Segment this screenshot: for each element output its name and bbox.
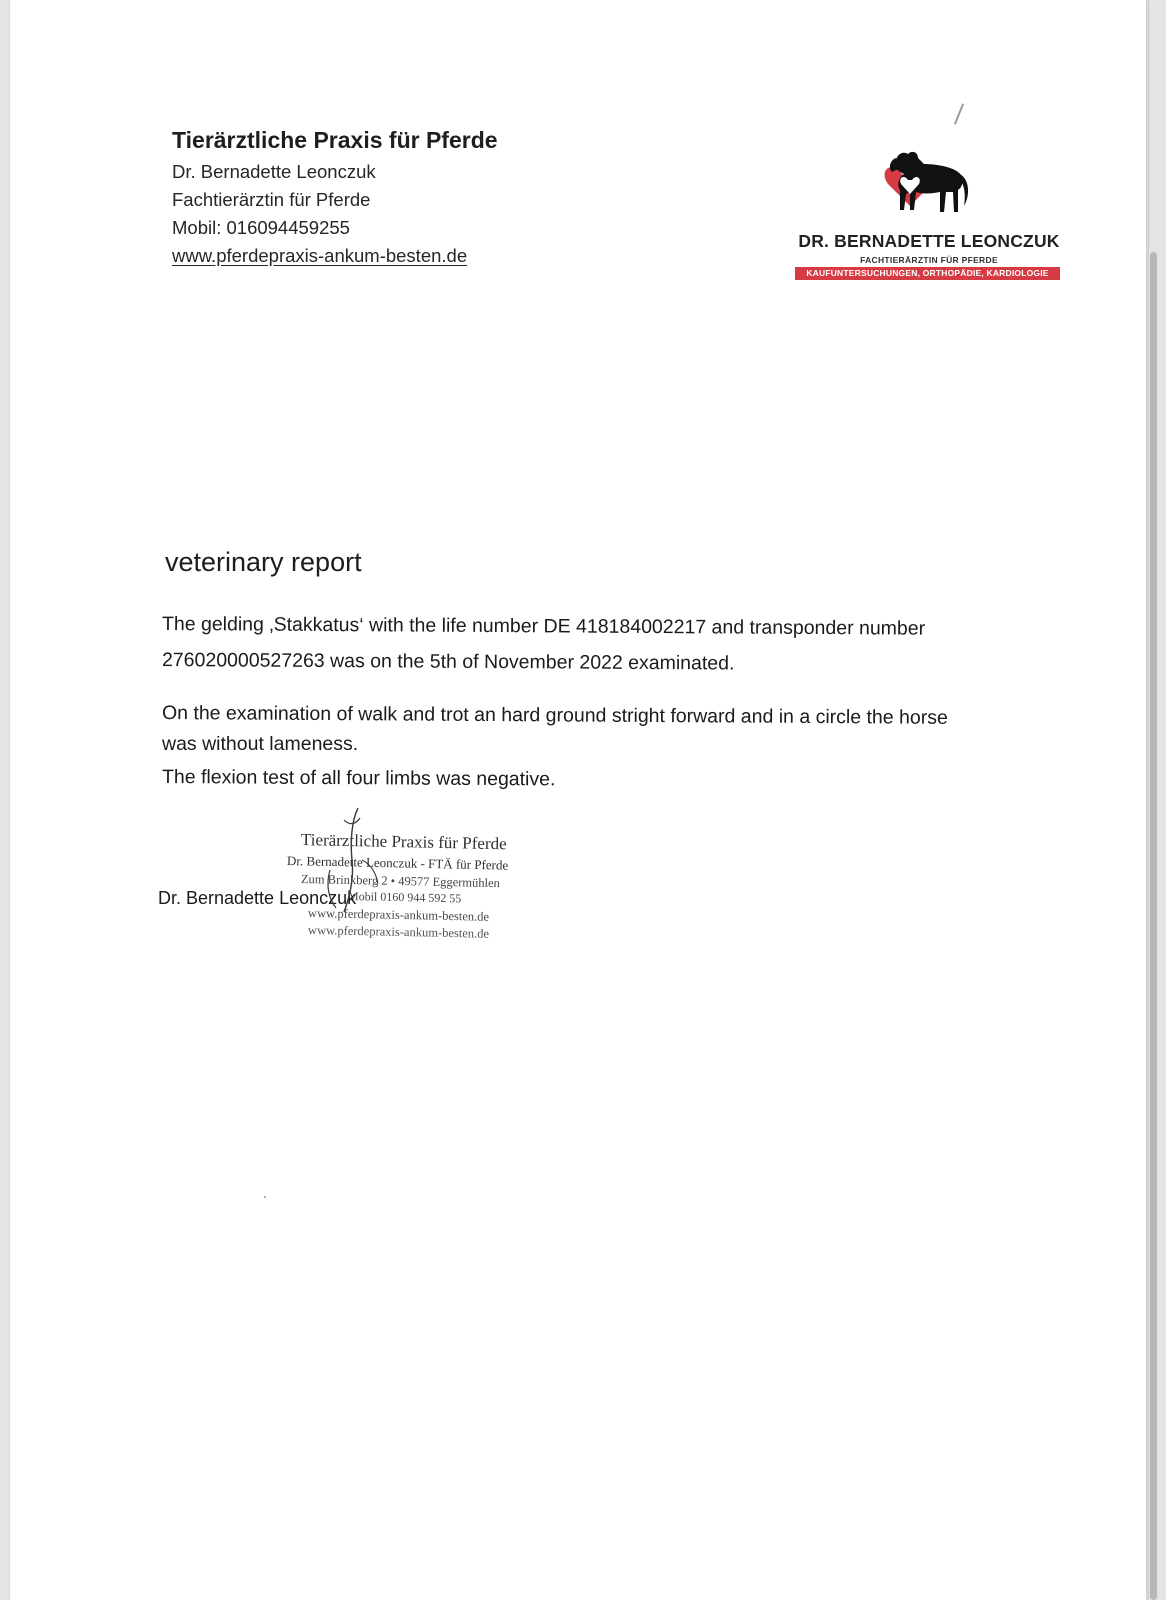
logo-subtitle: FACHTIERÄRZTIN FÜR PFERDE [860,255,998,265]
report-paragraph-1-line-1: The gelding ‚Stakkatus‘ with the life number DE 418184002217 and transponder number [161,613,926,640]
report-paragraph-1-line-2: 276020000527263 was on the 5th of November 2022 examinated. [161,649,735,675]
website-link[interactable]: www.pferdepraxis-ankum-besten.de [172,245,468,266]
stamp-line-3: Zum Brinkberg 2 • 49577 Eggermühlen [300,872,501,891]
viewer-edge [1148,0,1149,1600]
stamp-line-2: Dr. Bernadette Leonczuk - FTÄ für Pferde [286,853,509,873]
horse-heart-logo-icon [878,146,974,220]
mobile-number: Mobil: 016094459255 [172,217,350,238]
report-paragraph-2-line-1: On the examination of walk and trot an hard ground stright forward and in a circle the horse [161,702,948,729]
doctor-name: Dr. Bernadette Leonczuk [172,161,376,182]
qualification: Fachtierärztin für Pferde [172,189,371,210]
scan-speck [264,1196,266,1198]
logo-services-bar: KAUFUNTERSUCHUNGEN, ORTHOPÄDIE, KARDIOLOGIE [795,267,1060,280]
signature-name: Dr. Bernadette Leonczuk [158,888,357,908]
stamp-line-4: Mobil 0160 944 592 55 [347,889,462,906]
report-paragraph-2-line-2: was without lameness. [162,733,359,755]
stamp-line-1: Tierärztliche Praxis für Pferde [300,830,507,854]
practice-name: Tierärztliche Praxis für Pferde [172,127,498,153]
vertical-scrollbar[interactable] [1150,252,1157,1600]
handwritten-signature [300,800,390,920]
stamp-line-6: www.pferdepraxis-ankum-besten.de [307,923,490,941]
stamp-line-5: www.pferdepraxis-ankum-besten.de [307,906,490,924]
logo-doctor-name: DR. BERNADETTE LEONCZUK [798,231,1060,251]
report-title: veterinary report [165,547,362,577]
report-paragraph-3: The flexion test of all four limbs was negative. [161,766,556,791]
